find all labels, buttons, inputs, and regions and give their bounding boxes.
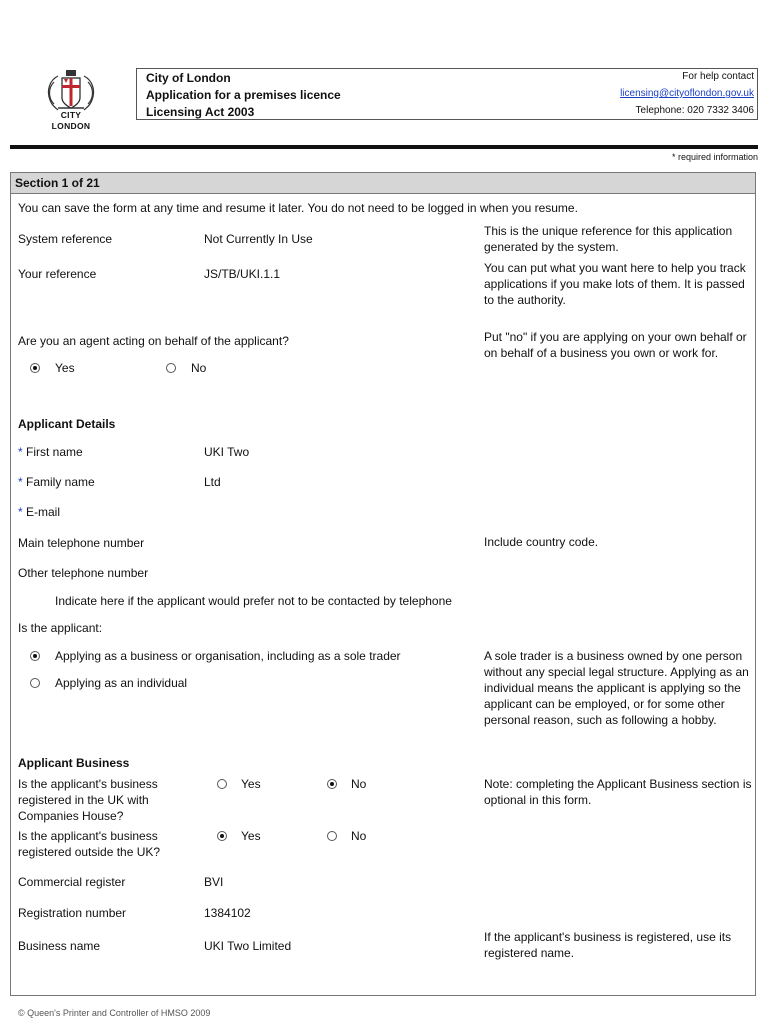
applicant-business-note: Note: completing the Applicant Business section is optional in this form. xyxy=(484,777,752,807)
registration-number-label: Registration number xyxy=(18,906,127,920)
outside-uk-no-radio[interactable] xyxy=(327,831,337,841)
your-reference-field[interactable]: JS/TB/UKI.1.1 xyxy=(204,267,281,281)
outside-uk-question: Is the applicant's business registered outside the UK? xyxy=(18,829,161,859)
business-name-label: Business name xyxy=(18,939,101,953)
applicant-business-heading: Applicant Business xyxy=(18,756,130,770)
agent-no-radio[interactable] xyxy=(166,363,176,373)
help-phone: Telephone: 020 7332 3406 xyxy=(635,105,754,116)
business-name-help: If the applicant's business is registered, use its registered name. xyxy=(484,930,732,960)
uk-registered-question: Is the applicant's business registered in the UK with Companies House? xyxy=(18,777,158,823)
agent-yes-radio[interactable] xyxy=(30,363,40,373)
agent-yes-label: Yes xyxy=(55,361,75,375)
applicant-individual-radio[interactable] xyxy=(30,678,40,688)
your-reference-help: You can put what you want here to help you track applications if you make lots of them. It is passed to the authority. xyxy=(484,261,746,307)
first-name-field[interactable]: UKI Two xyxy=(204,445,250,459)
family-name-label: * Family name xyxy=(18,475,95,489)
uk-registered-no-label: No xyxy=(351,777,367,791)
agent-question: Are you an agent acting on behalf of the applicant? xyxy=(18,334,289,348)
section-title: Section 1 of 21 xyxy=(10,172,756,194)
uk-registered-no-radio[interactable] xyxy=(327,779,337,789)
applicant-type-help: A sole trader is a business owned by one person without any special legal structure. Applying as an individual means the applicant is applying so the applicant can be employed, or for some other personal reason, such as following a hobby. xyxy=(484,649,749,727)
other-phone-label: Other telephone number xyxy=(18,566,149,580)
applicant-business-label: Applying as a business or organisation, including as a sole trader xyxy=(55,649,401,663)
commercial-register-label: Commercial register xyxy=(18,875,126,889)
main-phone-help: Include country code. xyxy=(484,535,599,549)
header-title-form: Application for a premises licence xyxy=(146,88,341,102)
agent-no-label: No xyxy=(191,361,207,375)
header-title-city: City of London xyxy=(146,71,231,85)
email-label: * E-mail xyxy=(18,505,61,519)
help-contact-label: For help contact xyxy=(682,71,754,82)
uk-registered-yes-radio[interactable] xyxy=(217,779,227,789)
other-phone-field[interactable] xyxy=(204,566,464,580)
business-name-field[interactable]: UKI Two Limited xyxy=(204,939,292,953)
email-field[interactable] xyxy=(204,505,464,519)
family-name-field[interactable]: Ltd xyxy=(204,475,221,489)
first-name-label: * First name xyxy=(18,445,83,459)
header-rule xyxy=(10,145,758,149)
applicant-individual-label: Applying as an individual xyxy=(55,676,188,690)
applicant-type-question: Is the applicant: xyxy=(18,621,103,635)
logo-text: CITY LONDON xyxy=(51,110,91,131)
outside-uk-yes-radio[interactable] xyxy=(217,831,227,841)
system-reference-value: Not Currently In Use xyxy=(204,232,313,246)
main-phone-label: Main telephone number xyxy=(18,536,145,550)
help-email-link[interactable]: licensing@cityoflondon.gov.uk xyxy=(620,88,754,99)
system-reference-label: System reference xyxy=(18,232,113,246)
commercial-register-field[interactable]: BVI xyxy=(204,875,224,889)
outside-uk-no-label: No xyxy=(351,829,367,843)
header-title-act: Licensing Act 2003 xyxy=(146,105,255,119)
outside-uk-yes-label: Yes xyxy=(241,829,261,843)
applicant-business-radio[interactable] xyxy=(30,651,40,661)
required-info-note: * required information xyxy=(671,152,758,162)
section-intro: You can save the form at any time and resume it later. You do not need to be logged in when you resume. xyxy=(18,201,578,215)
required-star: * xyxy=(18,505,23,519)
uk-registered-yes-label: Yes xyxy=(241,777,261,791)
agent-help: Put "no" if you are applying on your own behalf or on behalf of a business you own or work for. xyxy=(484,330,747,360)
required-star: * xyxy=(18,445,23,459)
your-reference-label: Your reference xyxy=(18,267,97,281)
no-phone-contact-option[interactable]: Indicate here if the applicant would prefer not to be contacted by telephone xyxy=(55,594,452,608)
copyright-footer: © Queen's Printer and Controller of HMSO 2009 xyxy=(18,1008,211,1018)
required-star: * xyxy=(18,475,23,489)
system-reference-help: This is the unique reference for this application generated by the system. xyxy=(484,224,733,254)
registration-number-field[interactable]: 1384102 xyxy=(204,906,251,920)
main-phone-field[interactable] xyxy=(204,536,464,550)
applicant-details-heading: Applicant Details xyxy=(18,417,116,431)
